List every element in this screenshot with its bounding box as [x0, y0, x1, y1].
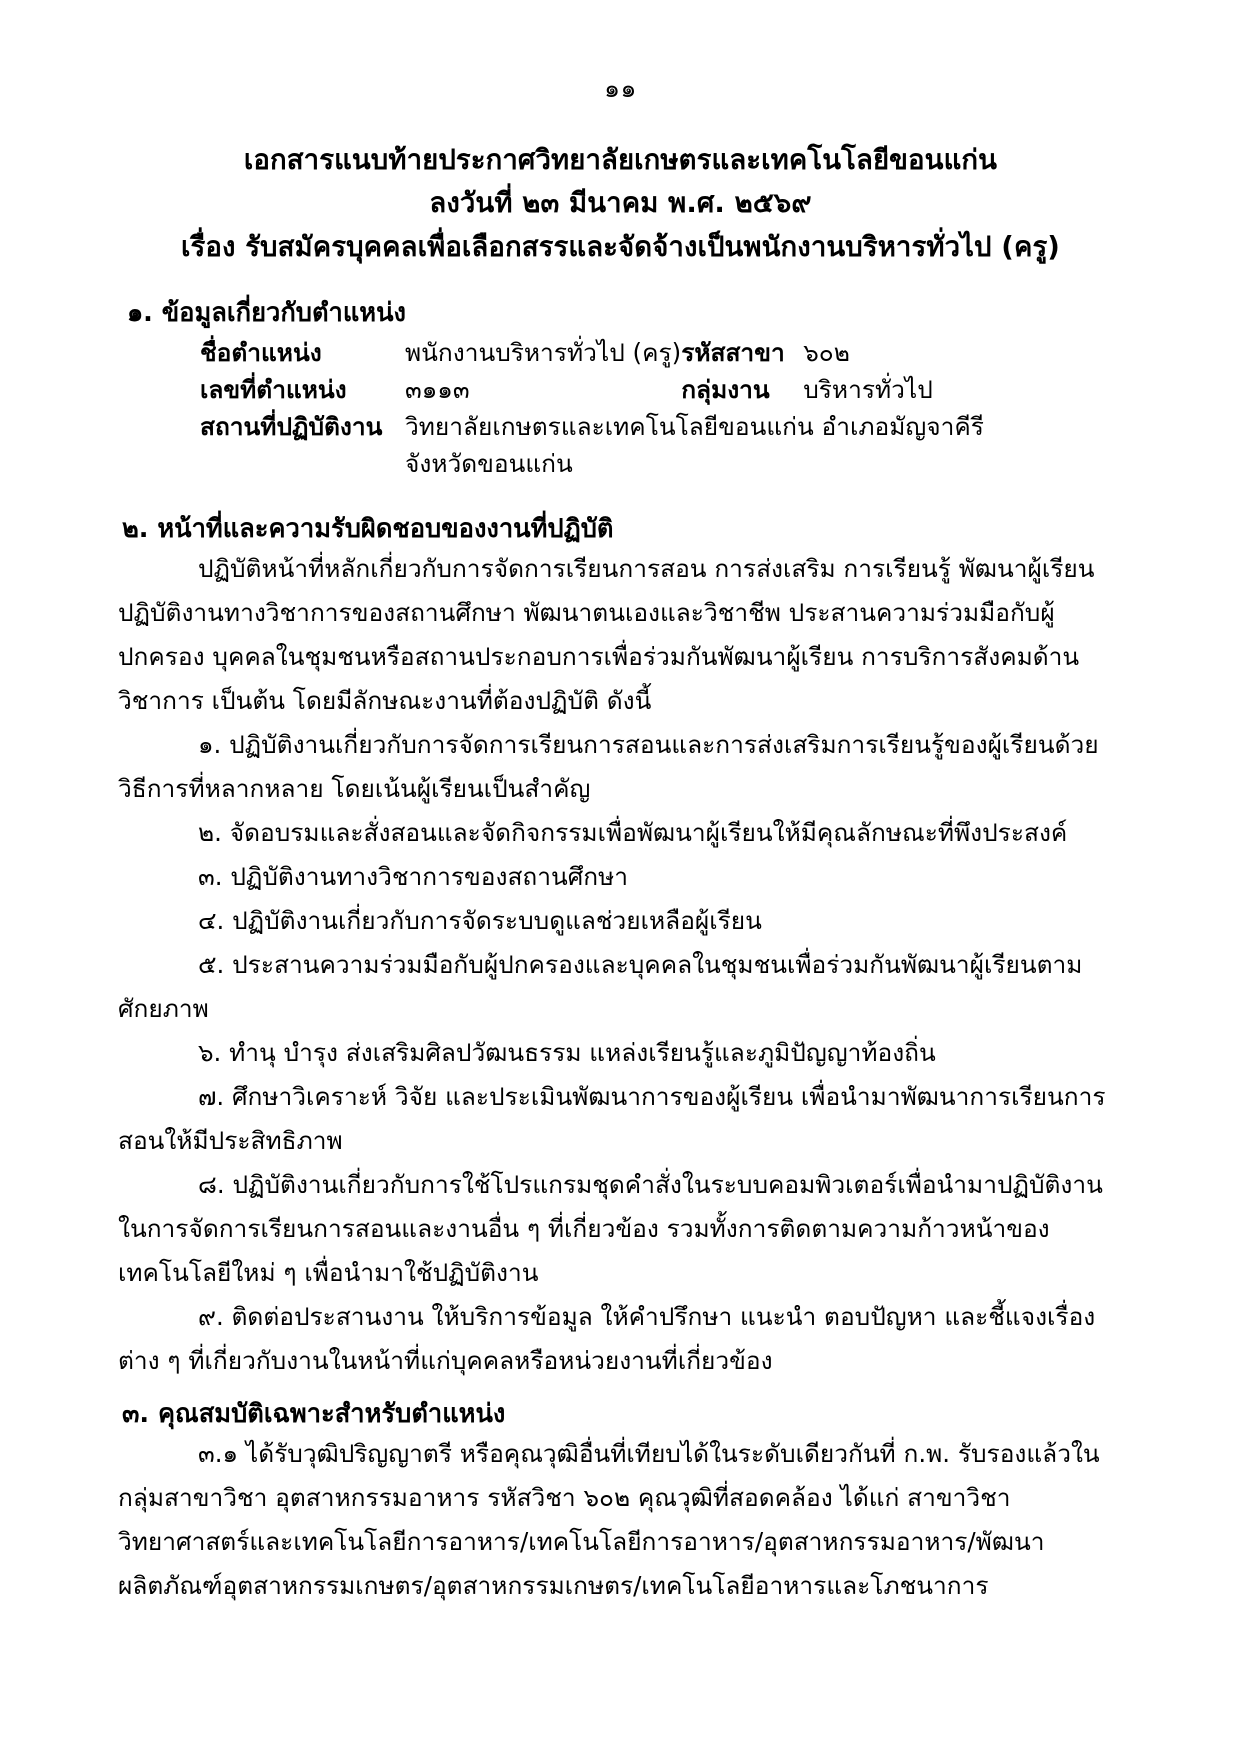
- position-info-table: [200, 335, 984, 446]
- title-line-1: เอกสารแนบท้ายประกาศวิทยาลัยเกษตรและเทคโนโลยีขอนแก่น: [243, 144, 998, 176]
- duty-item-4: ๔. ปฏิบัติงานเกี่ยวกับการจัดระบบดูแลช่วยเหลือผู้เรียน: [198, 906, 762, 935]
- duty-item-8: ๘. ปฏิบัติงานเกี่ยวกับการใช้โปรแกรมชุดคำสั่งในระบบคอมพิวเตอร์เพื่อนำมาปฏิบัติงานในการจัดการเรียนการสอนและงานอื่น ๆ ที่เกี่ยวข้อง รวมทั้งการติดตามความก้าวหน้าของเทคโนโลยีใหม่ ๆ เพื่อนำมาใช้ปฏิบัติงาน: [118, 1170, 1103, 1287]
- position-number-label: เลขที่ตำแหน่ง: [200, 375, 347, 404]
- work-group-value: บริหารทั่วไป: [803, 375, 933, 404]
- workplace-label: สถานที่ปฏิบัติงาน: [200, 412, 383, 441]
- table-row: [200, 372, 984, 409]
- branch-code-label: รหัสสาขา: [681, 338, 785, 367]
- duty-item-6: ๖. ทำนุ บำรุง ส่งเสริมศิลปวัฒนธรรม แหล่งเรียนรู้และภูมิปัญญาท้องถิ่น: [198, 1038, 936, 1067]
- branch-code-value: ๖๐๒: [803, 338, 850, 367]
- workplace-province-line: [200, 446, 1123, 481]
- page-number: ๑๑: [604, 74, 637, 103]
- duty-item-1: ๑. ปฏิบัติงานเกี่ยวกับการจัดการเรียนการสอนและการส่งเสริมการเรียนรู้ของผู้เรียนด้วยวิธีการที่หลากหลาย โดยเน้นผู้เรียนเป็นสำคัญ: [118, 730, 1099, 803]
- document-title-block: [118, 139, 1123, 269]
- position-name-value: พนักงานบริหารทั่วไป (ครู): [405, 338, 682, 367]
- section-1-heading: ๑. ข้อมูลเกี่ยวกับตำแหน่ง: [127, 298, 406, 328]
- section-2-heading: ๒. หน้าที่และความรับผิดชอบของงานที่ปฏิบัติ: [122, 514, 614, 544]
- work-group-label: กลุ่มงาน: [681, 375, 770, 404]
- table-row: [200, 409, 984, 446]
- title-line-3: เรื่อง รับสมัครบุคคลเพื่อเลือกสรรและจัดจ้างเป็นพนักงานบริหารทั่วไป (ครู): [181, 231, 1060, 263]
- position-name-label: ชื่อตำแหน่ง: [200, 338, 322, 367]
- duty-item-5: ๕. ประสานความร่วมมือกับผู้ปกครองและบุคคลในชุมชนเพื่อร่วมกันพัฒนาผู้เรียนตามศักยภาพ: [118, 950, 1083, 1023]
- duty-item-7: ๗. ศึกษาวิเคราะห์ วิจัย และประเมินพัฒนาการของผู้เรียน เพื่อนำมาพัฒนาการเรียนการสอนให้มีประสิทธิภาพ: [118, 1082, 1106, 1155]
- position-number-value: ๓๑๑๓: [405, 375, 470, 404]
- title-line-2: ลงวันที่ ๒๓ มีนาคม พ.ศ. ๒๕๖๙: [429, 187, 812, 219]
- workplace-province-value: จังหวัดขอนแก่น: [405, 449, 573, 478]
- duty-item-2: ๒. จัดอบรมและสั่งสอนและจัดกิจกรรมเพื่อพัฒนาผู้เรียนให้มีคุณลักษณะที่พึงประสงค์: [198, 818, 1068, 847]
- duty-item-9: ๙. ติดต่อประสานงาน ให้บริการข้อมูล ให้คำปรึกษา แนะนำ ตอบปัญหา และชี้แจงเรื่องต่าง ๆ ที่เกี่ยวกับงานในหน้าที่แก่บุคคลหรือหน่วยงานที่เกี่ยวข้อง: [118, 1302, 1096, 1375]
- page-content: [118, 0, 1123, 1608]
- duty-item-3: ๓. ปฏิบัติงานทางวิชาการของสถานศึกษา: [198, 862, 629, 891]
- section-3-heading: ๓. คุณสมบัติเฉพาะสำหรับตำแหน่ง: [122, 1399, 506, 1429]
- qualification-item-3-1: ๓.๑ ได้รับวุฒิปริญญาตรี หรือคุณวุฒิอื่นที่เทียบได้ในระดับเดียวกันที่ ก.พ. รับรองแล้วในกลุ่มสาขาวิชา อุตสาหกรรมอาหาร รหัสวิชา ๖๐๒ คุณวุฒิที่สอดคล้อง ได้แก่ สาขาวิชาวิทยาศาสตร์และเทคโนโลยีการอาหาร/เทคโนโลยีการอาหาร/อุตสาหกรรมอาหาร/พัฒนาผลิตภัณฑ์อุตสาหกรรมเกษตร/อุตสาหกรรมเกษตร/เทคโนโลยีอาหารและโภชนาการ: [118, 1439, 1100, 1600]
- workplace-value: วิทยาลัยเกษตรและเทคโนโลยีขอนแก่น อำเภอมัญจาคีรี: [405, 412, 984, 441]
- section-2-intro-paragraph: ปฏิบัติหน้าที่หลักเกี่ยวกับการจัดการเรียนการสอน การส่งเสริม การเรียนรู้ พัฒนาผู้เรียน ปฏิบัติงานทางวิชาการของสถานศึกษา พัฒนาตนเองและวิชาชีพ ประสานความร่วมมือกับผู้ปกครอง บุคคลในชุมชนหรือสถานประกอบการเพื่อร่วมกันพัฒนาผู้เรียน การบริการสังคมด้านวิชาการ เป็นต้น โดยมีลักษณะงานที่ต้องปฏิบัติ ดังนี้: [118, 554, 1095, 715]
- table-row: [200, 335, 984, 372]
